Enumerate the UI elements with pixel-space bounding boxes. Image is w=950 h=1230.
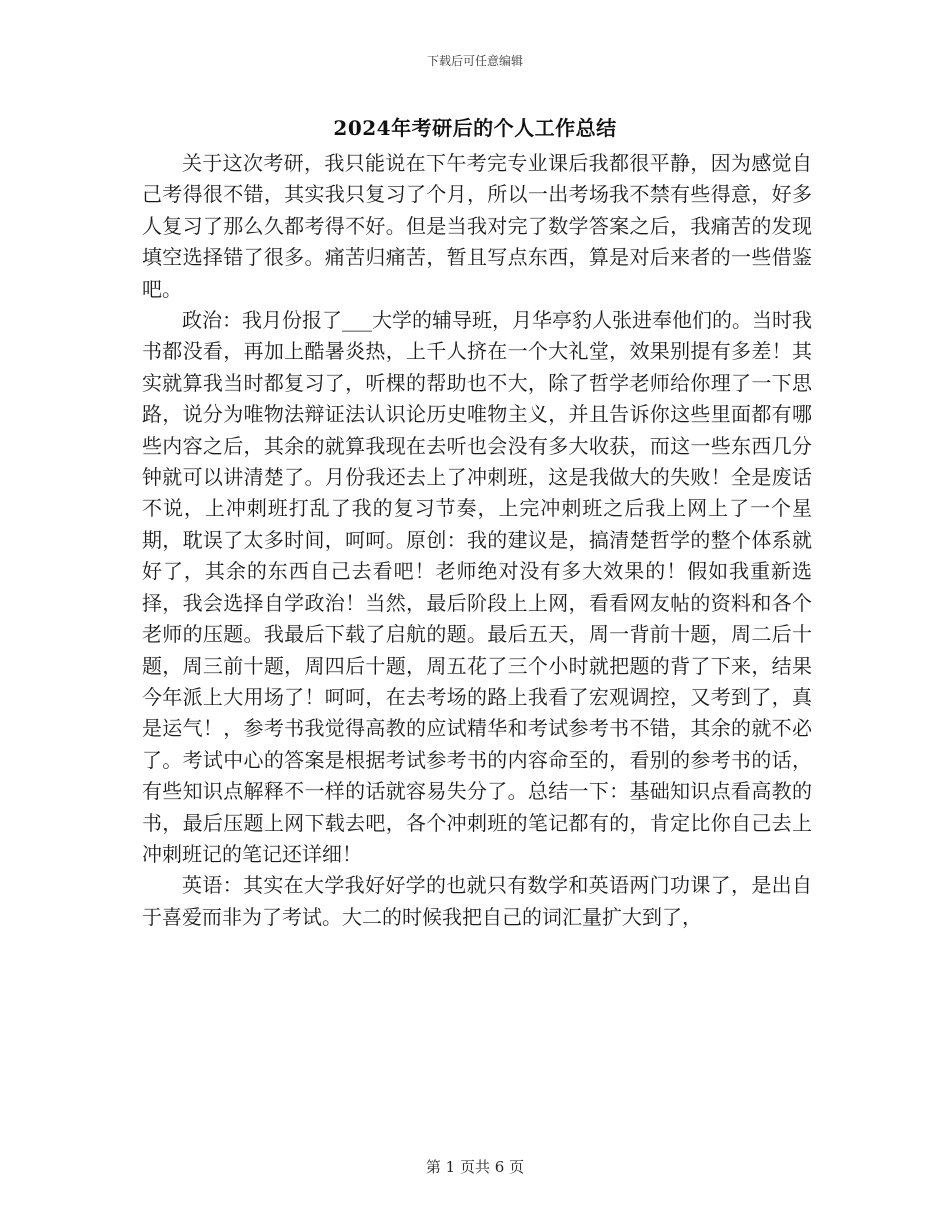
paragraph-english: 英语：其实在大学我好好学的也就只有数学和英语两门功课了，是出自于喜爱而非为了考试。大二的时候我把自己的词汇量扩大到了， [142, 873, 812, 929]
page-header-note: 下载后可任意编辑 [426, 54, 523, 68]
paragraph-intro: 关于这次考研，我只能说在下午考完专业课后我都很平静，因为感觉自己考得很不错，其实我只复习了个月，所以一出考场我不禁有些得意，好多人复习了那么久都考得不好。但是当我对完了数学答案之后，我痛苦的发现填空选择错了很多。痛苦归痛苦，暂且写点东西，算是对后来者的一些借鉴吧。 [142, 151, 812, 301]
document-title: 2024年考研后的个人工作总结 [333, 116, 617, 140]
document-body [142, 148, 812, 933]
page-number-footer: 第 1 页共 6 页 [425, 1158, 525, 1176]
paragraph-politics: 政治：我月份报了___大学的辅导班，月华亭豹人张进奉他们的。当时我书都没看，再加上酷暑炎热，上千人挤在一个大礼堂，效果别提有多差！其实就算我当时都复习了，听棵的帮助也不大，除了哲学老师给你理了一下思路，说分为唯物法辩证法认识论历史唯物主义，并且告诉你这些里面都有哪些内容之后，其余的就算我现在去听也会没有多大收获，而这一些东西几分钟就可以讲清楚了。月份我还去上了冲刺班，这是我做大的失败！全是废话不说，上冲刺班打乱了我的复习节奏，上完冲刺班之后我上网上了一个星期，耽误了太多时间，呵呵。原创：我的建议是，搞清楚哲学的整个体系就好了，其余的东西自己去看吧！老师绝对没有多大效果的！假如我重新选择，我会选择自学政治！当然，最后阶段上上网，看看网友帖的资料和各个老师的压题。我最后下载了启航的题。最后五天，周一背前十题，周二后十题，周三前十题，周四后十题，周五花了三个小时就把题的背了下来，结果今年派上大用场了！呵呵，在去考场的路上我看了宏观调控，又考到了，真是运气！，参考书我觉得高教的应试精华和考试参考书不错，其余的就不必了。考试中心的答案是根据考试参考书的内容命至的，看别的参考书的话，有些知识点解释不一样的话就容易失分了。总结一下：基础知识点看高教的书，最后压题上网下载去吧，各个冲刺班的笔记都有的，肯定比你自己去上冲刺班记的笔记还详细！ [142, 308, 812, 866]
